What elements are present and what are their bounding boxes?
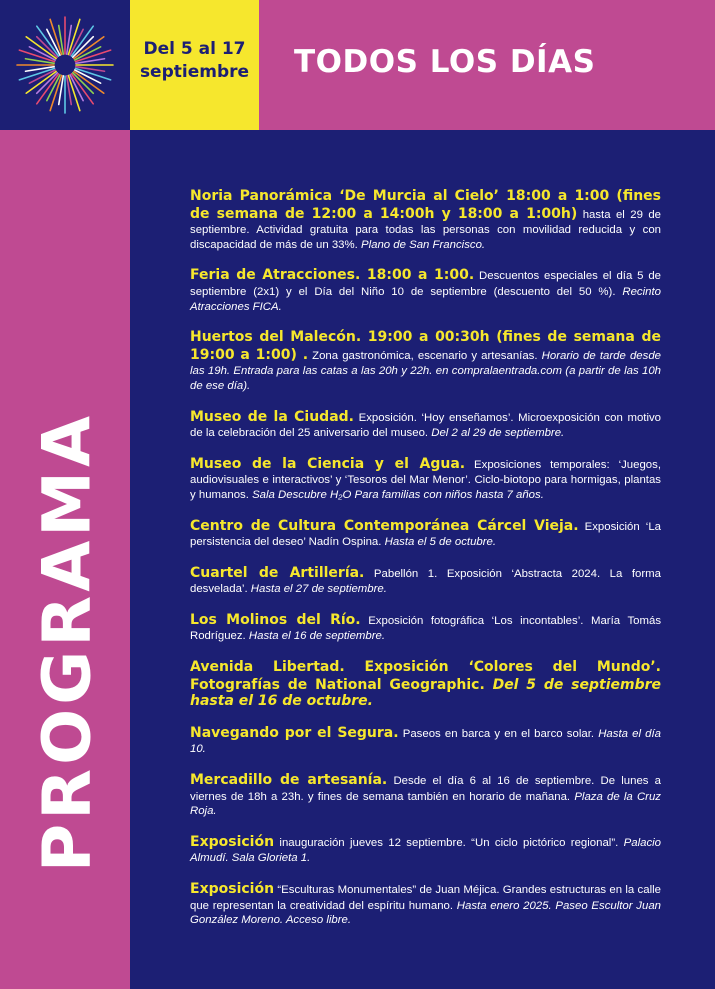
item-text: Exposición ‘La persistencia del deseo’ Nadín Ospina.: [190, 520, 661, 549]
page-title: TODOS LOS DÍAS: [294, 44, 596, 80]
list-item: [190, 409, 661, 441]
item-venue: Horario de tarde desde las 19h. Entrada para las catas a las 20h y 22h. en compralaentrada.com (a partir de las 10h de ese día).: [190, 349, 661, 392]
program-list: [190, 188, 661, 943]
item-venue: Hasta el 27 de septiembre.: [250, 583, 387, 596]
item-heading: Huertos del Malecón. 19:00 a 00:30h (fines de semana de 19:00 a 1:00) .: [190, 329, 661, 363]
list-item: [190, 612, 661, 644]
item-venue: Hasta el 5 de octubre.: [384, 536, 497, 549]
program-panel: [130, 130, 715, 989]
item-venue: Del 2 al 29 de septiembre.: [431, 427, 565, 440]
logo-panel: [0, 0, 130, 130]
item-heading: Mercadillo de artesanía.: [190, 772, 388, 789]
item-venue: Plaza de la Cruz Roja.: [190, 790, 661, 818]
sidebar-title: PROGRAMA: [28, 411, 106, 873]
fireworks-burst-icon: [14, 14, 116, 116]
list-item: [190, 772, 661, 819]
item-text: Descuentos especiales el día 5 de septiembre (2x1) y el Día del Niño 10 de septiembre (descuento del 50 %).: [190, 270, 662, 298]
item-venue: Sala Descubre H₂O Para familias con niños hasta 7 años.: [252, 488, 544, 501]
item-text: Zona gastronómica, escenario y artesanías.: [308, 349, 542, 362]
item-text: Exposición fotográfica ‘Los incontables’. María Tomás Rodríguez.: [190, 614, 662, 643]
item-text: “Esculturas Monumentales” de Juan Méjica. Grandes estructuras en la calle que representan la creatividad del espíritu humano.: [190, 884, 661, 912]
list-item: [190, 329, 661, 393]
item-venue: Plano de San Francisco.: [360, 238, 486, 251]
item-dates: Del 5 de septiembre hasta el 16 de octubre.: [190, 676, 661, 710]
item-heading: Exposición: [190, 833, 275, 850]
item-heading: Museo de la Ciudad.: [190, 408, 354, 425]
item-text: inauguración jueves 12 septiembre. “Un ciclo pictórico regional”.: [274, 836, 624, 849]
item-venue: Recinto Atracciones FICA.: [190, 285, 661, 313]
list-item: [190, 518, 661, 550]
item-heading: Feria de Atracciones. 18:00 a 1:00.: [190, 267, 475, 284]
item-venue: Hasta el 16 de septiembre.: [248, 630, 386, 643]
item-heading: Museo de la Ciencia y el Agua.: [190, 455, 466, 472]
date-badge: [130, 0, 259, 130]
item-heading: Noria Panorámica ‘De Murcia al Cielo’ 18:00 a 1:00 (fines de semana de 12:00 a 14:00h y 18:00 a 1:00h): [190, 188, 661, 222]
item-heading: Navegando por el Segura.: [190, 724, 399, 741]
item-text: Exposición. ‘Hoy enseñamos’. Microexposición con motivo de la celebración del 25 aniversario del museo.: [190, 411, 662, 440]
item-venue: Palacio Almudí. Sala Glorieta 1.: [190, 836, 661, 865]
list-item: [190, 565, 661, 597]
list-item: [190, 267, 661, 314]
list-item: [190, 188, 661, 252]
list-item: [190, 456, 661, 503]
item-text: Desde el día 6 al 16 de septiembre. De lunes a viernes de 18h a 23h. y fines de semana también en horario de mañana.: [190, 775, 662, 803]
item-text: Pabellón 1. Exposición ‘Abstracta 2024. La forma desvelada’.: [190, 567, 661, 596]
item-heading: Los Molinos del Río.: [190, 611, 361, 628]
item-venue: Hasta enero 2025. Paseo Escultor Juan González Moreno. Acceso libre.: [190, 899, 661, 927]
list-item: [190, 834, 661, 866]
list-item: [190, 881, 661, 928]
item-heading: Exposición: [190, 881, 275, 897]
item-text: hasta el 29 de septiembre. Actividad gratuita para todas las personas con movilidad reducida y con discapacidad de más de un 33%.: [190, 208, 662, 251]
item-heading: Cuartel de Artillería.: [190, 564, 365, 581]
item-heading: Avenida Libertad. Exposición ‘Colores del Mundo’. Fotografías de National Geographic.: [190, 659, 661, 693]
item-heading: Centro de Cultura Contemporánea Cárcel Vieja.: [190, 517, 579, 534]
item-text: Paseos en barca y en el barco solar.: [398, 727, 599, 740]
date-line-1: Del 5 al 17: [143, 39, 246, 59]
list-item: [190, 725, 661, 757]
list-item: [190, 659, 661, 710]
date-line-2: septiembre: [139, 62, 250, 82]
item-text: Exposiciones temporales: ‘Juegos, audiovisuales e interactivos’ y ‘Tesoros del Mar Menor’. Ciclo-biotopo para hormigas, plantas y humanos.: [190, 458, 661, 501]
item-venue: Hasta el día 10.: [190, 727, 661, 756]
